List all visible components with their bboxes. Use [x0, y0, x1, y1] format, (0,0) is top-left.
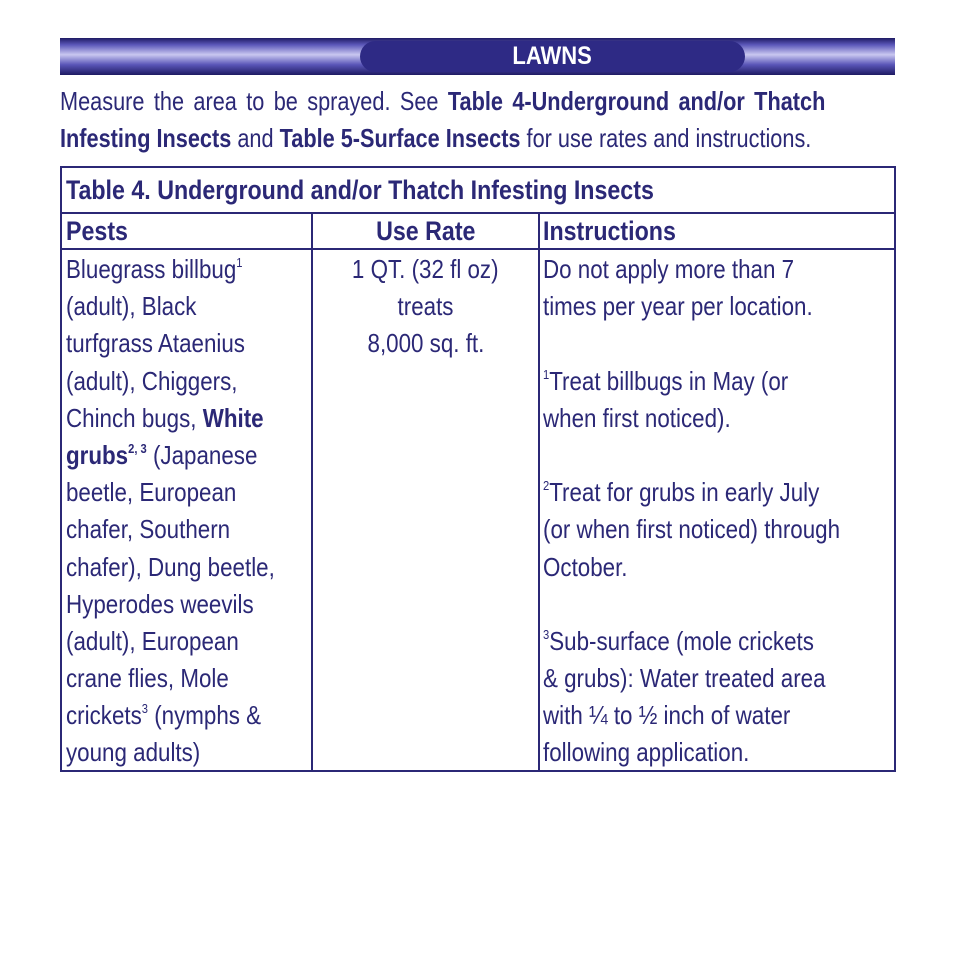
use-rate-cell — [313, 251, 538, 363]
instruction-text: October. — [543, 551, 628, 582]
footnote-marker: 3 — [543, 626, 550, 642]
intro-table4-ref-cont: Infesting Insects — [60, 123, 232, 153]
instruction-text: following application. — [543, 737, 750, 768]
use-rate-text: treats — [397, 291, 454, 322]
pest-text: chafer), Dung beetle, — [66, 551, 275, 582]
section-title-pill — [360, 41, 745, 72]
pest-text: chafer, Southern — [66, 514, 231, 545]
instruction-text: (or when first noticed) through — [543, 514, 841, 545]
pest-text: (adult), Black — [66, 291, 197, 322]
pests-cell — [66, 251, 309, 772]
use-rate-text: 1 QT. (32 fl oz) — [352, 254, 499, 284]
pest-text-bold: White — [202, 402, 264, 433]
intro-line-2 — [60, 123, 811, 153]
pest-text: crickets — [66, 700, 142, 731]
header-pests — [66, 216, 138, 246]
instructions-cell — [543, 251, 888, 772]
instruction-text: Treat billbugs in May (or — [549, 365, 789, 396]
column-divider — [538, 214, 540, 770]
instruction-text: Sub-surface (mole crickets — [549, 625, 814, 656]
instruction-text: & grubs): Water treated area — [543, 663, 826, 694]
pest-text: (adult), European — [66, 625, 239, 656]
header-use-rate — [313, 216, 538, 246]
footnote-marker: 2 — [543, 478, 550, 494]
header-instructions — [543, 216, 698, 246]
instruction-text: Treat for grubs in early July — [549, 477, 820, 508]
pest-text: (nymphs & — [148, 700, 262, 731]
intro-text: Measure the area to be sprayed. See — [60, 86, 448, 116]
footnote-ref: 1 — [236, 255, 243, 270]
intro-text: and — [231, 123, 280, 153]
intro-text: for use rates and instructions. — [520, 123, 812, 153]
pest-text: (adult), Chiggers, — [66, 365, 238, 396]
instruction-text: times per year per location. — [543, 291, 813, 322]
pest-text: turfgrass Ataenius — [66, 328, 245, 359]
header-instructions-label: Instructions — [543, 216, 676, 246]
footnote-marker: 1 — [543, 366, 550, 382]
section-banner — [60, 38, 895, 75]
table-title: Table 4. Underground and/or Thatch Infesting Insects — [66, 175, 654, 205]
pest-text: beetle, European — [66, 477, 237, 508]
pest-text: Chinch bugs, — [66, 402, 203, 433]
pest-text: crane flies, Mole — [66, 663, 229, 694]
instruction-text: when first noticed). — [543, 402, 731, 433]
use-rate-text: 8,000 sq. ft. — [367, 328, 484, 359]
header-use-rate-label: Use Rate — [375, 216, 476, 246]
table-4 — [60, 166, 896, 772]
header-divider — [62, 248, 894, 250]
pest-text: (Japanese — [146, 439, 258, 470]
header-pests-label: Pests — [66, 216, 128, 246]
pest-text-bold: grubs — [66, 439, 129, 470]
pest-text: Bluegrass billbug — [66, 254, 237, 284]
intro-table4-ref: Table 4-Underground and/or Thatch — [447, 86, 826, 116]
section-title: LAWNS — [512, 42, 593, 70]
intro-table5-ref: Table 5-Surface Insects — [279, 123, 521, 153]
pest-text: young adults) — [66, 737, 201, 768]
instruction-text: Do not apply more than 7 — [543, 254, 795, 284]
footnote-ref: 3 — [141, 701, 149, 717]
footnote-ref: 2, 3 — [128, 440, 147, 456]
intro-line-1 — [60, 86, 825, 116]
pest-text: Hyperodes weevils — [66, 588, 254, 619]
instruction-text: with ¼ to ½ inch of water — [543, 700, 791, 731]
table-title-row — [62, 168, 894, 214]
